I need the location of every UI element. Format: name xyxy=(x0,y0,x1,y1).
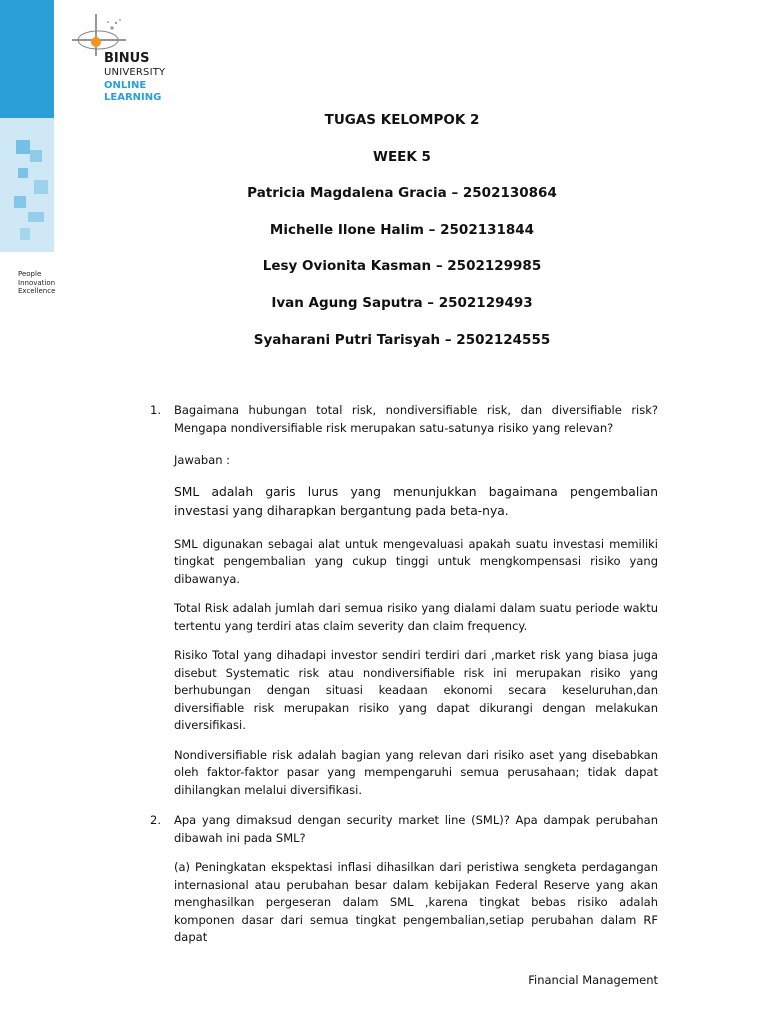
week-label: WEEK 5 xyxy=(373,148,431,165)
binus-logo xyxy=(68,12,178,108)
member-name: Michelle Ilone Halim – 2502131844 xyxy=(269,221,535,238)
assignment-title: TUGAS KELOMPOK 2 xyxy=(324,112,480,128)
binus-logo-mark-icon xyxy=(68,12,128,56)
footer-course-name: Financial Management xyxy=(528,973,658,987)
answer-paragraph: (a) Peningkatan ekspektasi inflasi dihasilkan dari peristiwa sengketa perdagangan internasional atau perubahan besar dalam kebijakan Federal Reserve yang akan menghasilkan pergeseran dalam SML ,karena tingkat bebas risiko adalah komponen dasar dari semua tingkat pengembalian,setiap perubahan dalam RF dapat xyxy=(174,860,658,944)
answer-paragraph: SML adalah garis lurus yang menunjukkan bagaimana pengembalian investasi yang diharapkan bergantung pada beta-nya. xyxy=(174,484,658,518)
logo-name: BINUS xyxy=(104,51,150,66)
decorative-side-band xyxy=(0,0,54,252)
member-name: Syaharani Putri Tarisyah – 2502124555 xyxy=(253,331,551,348)
question-number: 2. xyxy=(150,813,161,827)
logo-university: UNIVERSITY xyxy=(104,67,166,78)
question-number: 1. xyxy=(150,403,161,417)
document-header xyxy=(150,110,654,366)
question-text: Bagaimana hubungan total risk, nondiversifiable risk, dan diversifiable risk? Mengapa nondiversifiable risk merupakan satu-satunya risiko yang relevan? xyxy=(174,403,658,435)
member-name: Lesy Ovionita Kasman – 2502129985 xyxy=(262,258,542,275)
answer-paragraph: SML digunakan sebagai alat untuk mengevaluasi apakah suatu investasi memiliki tingkat pengembalian yang cukup tinggi untuk mengkompensasi risiko yang dibawanya. xyxy=(174,536,658,586)
answer-paragraph: Nondiversifiable risk adalah bagian yang relevan dari risiko aset yang disebabkan oleh faktor-faktor pasar yang mempengaruhi semua perusahaan; tidak dapat dihilangkan melalui diversifikasi. xyxy=(174,747,658,797)
answer-label: Jawaban : xyxy=(174,453,231,467)
question-text: Apa yang dimaksud dengan security market line (SML)? Apa dampak perubahan dibawah ini pada SML? xyxy=(174,813,658,845)
logo-learning: LEARNING xyxy=(104,92,162,103)
tagline-line: People xyxy=(18,270,42,278)
question-item xyxy=(146,812,658,947)
answer-paragraph: Total Risk adalah jumlah dari semua risiko yang dialami dalam suatu periode waktu tertentu yang terdiri atas claim severity dan claim frequency. xyxy=(174,601,658,633)
tagline-line: Innovation xyxy=(18,278,56,287)
document-body xyxy=(146,402,658,959)
question-item xyxy=(146,402,658,799)
member-name: Patricia Magdalena Gracia – 2502130864 xyxy=(247,185,557,202)
university-tagline xyxy=(18,270,55,296)
answer-paragraph: Risiko Total yang dihadapi investor sendiri terdiri dari ,market risk yang biasa juga disebut Systematic risk atau nondiversifiable risk ini merupakan risiko yang berhubungan dengan situasi keadaan ekonomi secara keseluruhan,dan diversifiable risk merupakan risiko yang dapat dikurangi dengan melakukan diversifikasi. xyxy=(174,648,658,732)
tagline-line: Excellence xyxy=(18,287,56,295)
logo-online: ONLINE xyxy=(104,80,147,91)
member-name: Ivan Agung Saputra – 2502129493 xyxy=(271,294,533,311)
